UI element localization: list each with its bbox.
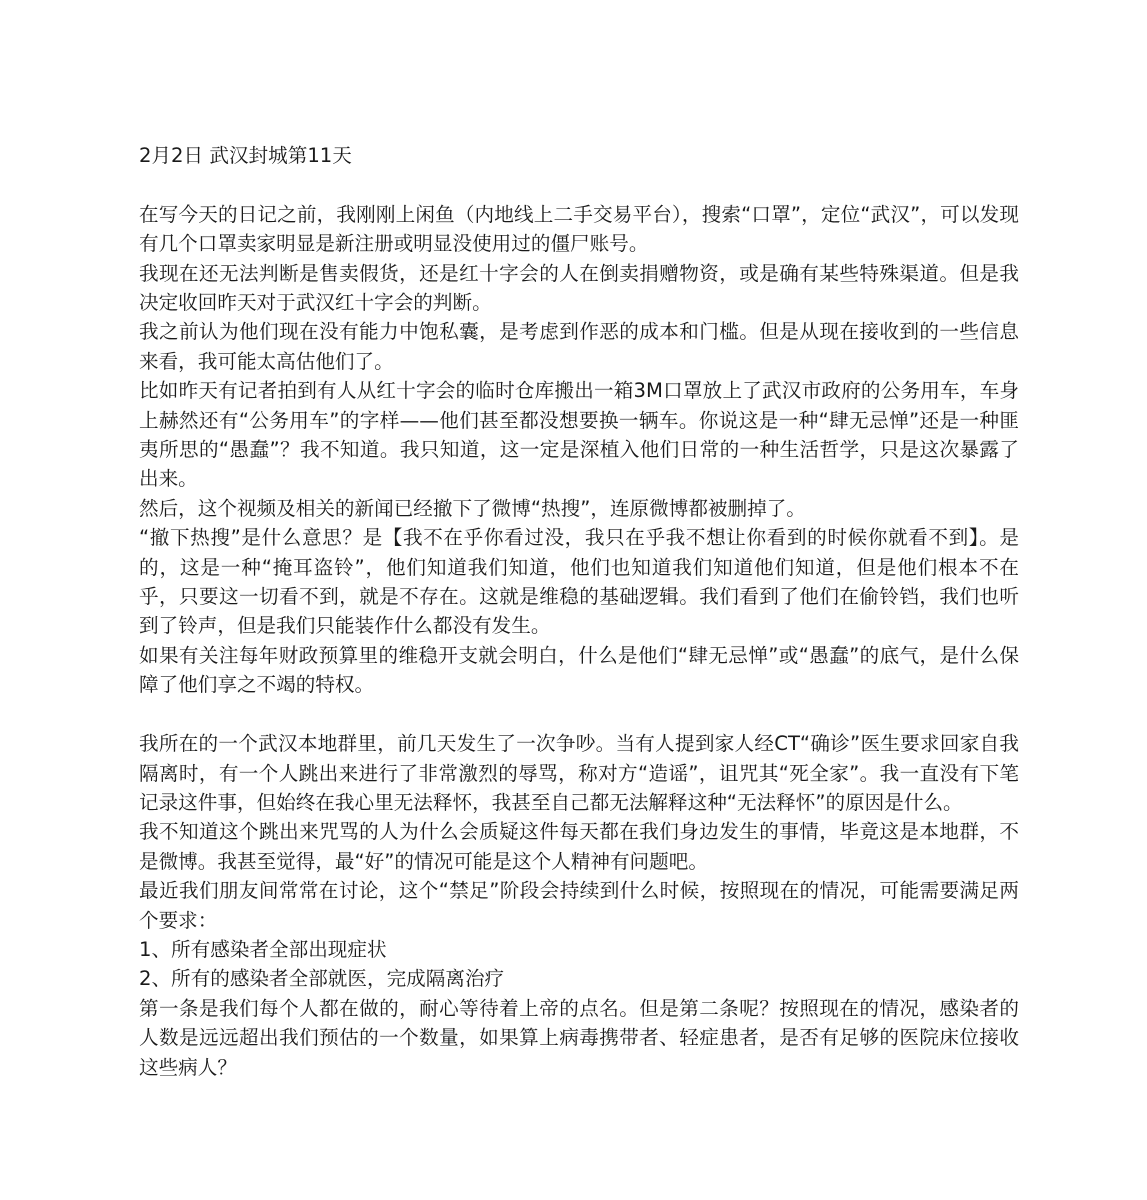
paragraph: 我不知道这个跳出来咒骂的人为什么会质疑这件每天都在我们身边发生的事情，毕竟这是本地群，不是微博。我甚至觉得，最“好”的情况可能是这个人精神有问题吧。 bbox=[139, 820, 1019, 873]
paragraph: “撤下热搜”是什么意思？是【我不在乎你看过没，我只在乎我不想让你看到的时候你就看不到】。是的，这是一种“掩耳盗铃”，他们知道我们知道，他们也知道我们知道他们知道，但是他们根本不在乎，只要这一切看不到，就是不存在。这就是维稳的基础逻辑。我们看到了他们在偷铃铛，我们也听到了铃声，但是我们只能装作什么都没有发生。 bbox=[139, 526, 1019, 638]
paragraph: 我现在还无法判断是售卖假货，还是红十字会的人在倒卖捐赠物资，或是确有某些特殊渠道。但是我决定收回昨天对于武汉红十字会的判断。 bbox=[139, 261, 1019, 315]
paragraph: 然后，这个视频及相关的新闻已经撤下了微博“热搜”，连原微博都被删掉了。 bbox=[139, 496, 806, 520]
list-item: 1、所有感染者全部出现症状 bbox=[139, 937, 387, 961]
paragraph: 比如昨天有记者拍到有人从红十字会的临时仓库搬出一箱3M口罩放上了武汉市政府的公务用车，车身上赫然还有“公务用车”的字样——他们甚至都没想要换一辆车。你说这是一种“肆无忌惮”还是一种匪夷所思的“愚蠢”？我不知道。我只知道，这一定是深植入他们日常的一种生活哲学，只是这次暴露了出来。 bbox=[139, 379, 1019, 491]
paragraph: 在写今天的日记之前，我刚刚上闲鱼（内地线上二手交易平台），搜索“口罩”，定位“武汉”，可以发现有几个口罩卖家明显是新注册或明显没使用过的僵尸账号。 bbox=[139, 202, 1019, 256]
paragraph: 最近我们朋友间常常在讨论，这个“禁足”阶段会持续到什么时候，按照现在的情况，可能需要满足两个要求： bbox=[139, 879, 1019, 932]
document-page bbox=[139, 141, 1019, 1082]
paragraph: 我之前认为他们现在没有能力中饱私囊，是考虑到作恶的成本和门槛。但是从现在接收到的一些信息来看，我可能太高估他们了。 bbox=[139, 320, 1019, 373]
paragraph: 如果有关注每年财政预算里的维稳开支就会明白，什么是他们“肆无忌惮”或“愚蠢”的底气，是什么保障了他们享之不竭的特权。 bbox=[139, 643, 1019, 697]
page-title: 2月2日 武汉封城第11天 bbox=[139, 144, 352, 167]
blank-line bbox=[139, 700, 1019, 729]
paragraph: 我所在的一个武汉本地群里，前几天发生了一次争吵。当有人提到家人经CT“确诊”医生要求回家自我隔离时，有一个人跳出来进行了非常激烈的辱骂，称对方“造谣”，诅咒其“死全家”。我一直没有下笔记录这件事，但始终在我心里无法释怀，我甚至自己都无法解释这种“无法释怀”的原因是什么。 bbox=[139, 732, 1019, 814]
paragraph: 第一条是我们每个人都在做的，耐心等待着上帝的点名。但是第二条呢？按照现在的情况，感染者的人数是远远超出我们预估的一个数量，如果算上病毒携带者、轻症患者，是否有足够的医院床位接收这些病人？ bbox=[139, 996, 1019, 1079]
list-item: 2、所有的感染者全部就医，完成隔离治疗 bbox=[139, 967, 505, 991]
blank-line bbox=[139, 170, 1019, 199]
